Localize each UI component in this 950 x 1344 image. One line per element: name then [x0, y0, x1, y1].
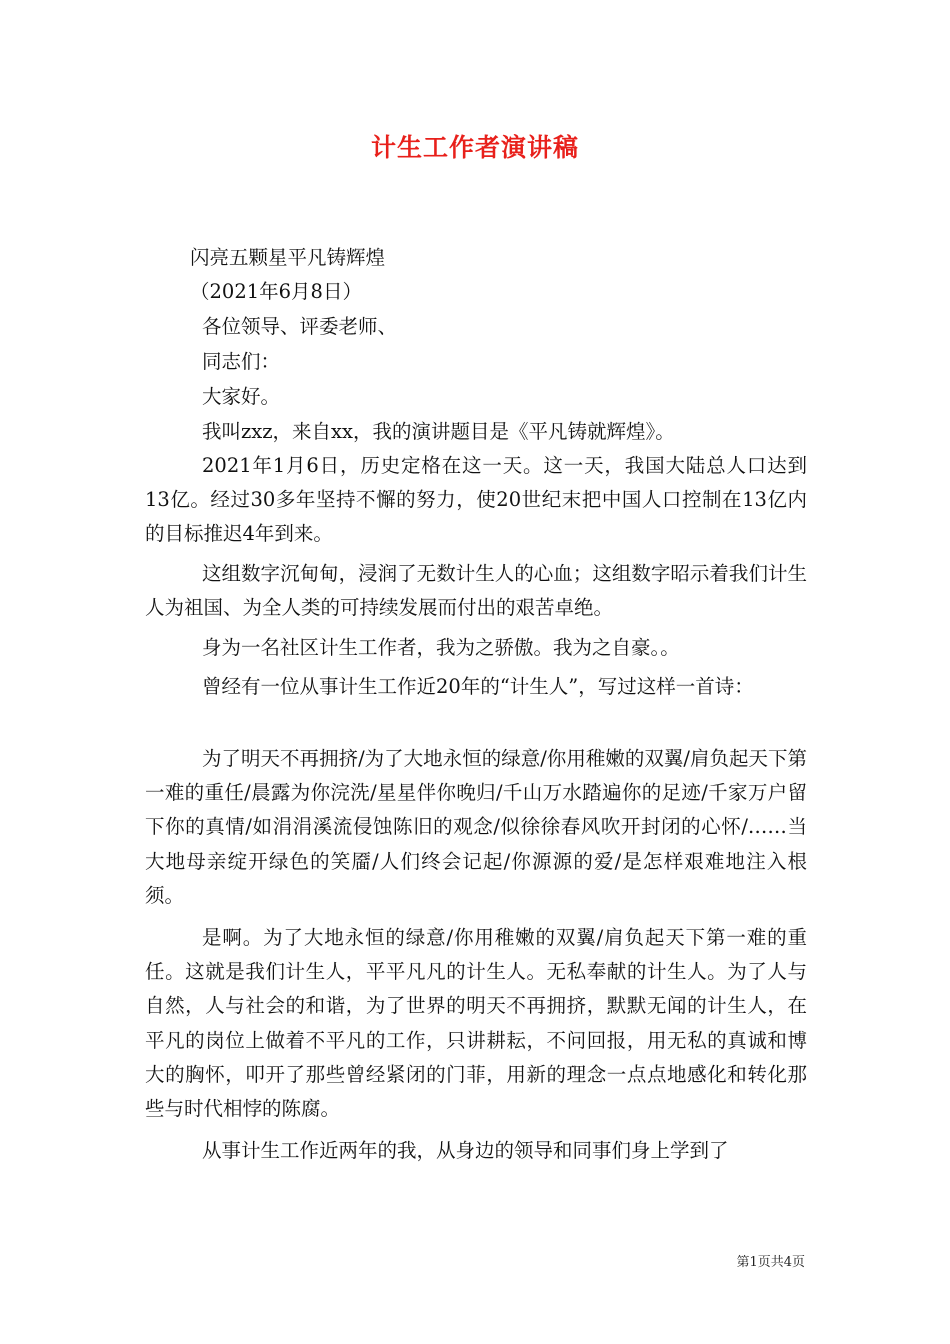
greeting-line-3: 大家好。 [202, 385, 281, 408]
greeting-line-2: 同志们： [202, 350, 281, 373]
page-number: 第1页共4页 [736, 1255, 805, 1270]
paragraph: 身为一名社区计生工作者，我为之骄傲。我为之自豪。。 [202, 636, 680, 659]
speech-date: （2021年6月8日） [190, 280, 362, 303]
intro-line: 我叫zxz，来自xx，我的演讲题目是《平凡铸就辉煌》。 [202, 420, 675, 443]
paragraph: 曾经有一位从事计生工作近20年的“计生人”，写过这样一首诗： [202, 675, 754, 698]
paragraph: 是啊。为了大地永恒的绿意/你用稚嫩的双翼/肩负起天下第一难的重任。这就是我们计生人，平平凡凡的计生人。无私奉献的计生人。为了人与自然，人与社会的和谐，为了世界的明天不再拥挤，默默无闻的计生人，在平凡的岗位上做着不平凡的工作，只讲耕耘，不问回报，用无私的真诚和博大的胸怀，叩开了那些曾经紧闭的门菲，用新的理念一点点地感化和转化那些与时代相悖的陈腐。 [145, 926, 807, 1121]
speech-subtitle: 闪亮五颗星平凡铸辉煌 [190, 246, 386, 269]
paragraph: 2021年1月6日，历史定格在这一天。这一天，我国大陆总人口达到13亿。经过30多年坚持不懈的努力，使20世纪末把中国人口控制在13亿内的目标推迟4年到来。 [145, 454, 807, 546]
document-title: 计生工作者演讲稿 [370, 133, 579, 162]
poem-paragraph: 为了明天不再拥挤/为了大地永恒的绿意/你用稚嫩的双翼/肩负起天下第一难的重任/晨露为你浣洗/星星伴你晚归/千山万水踏遍你的足迹/千家万户留下你的真情/如涓涓溪流侵蚀陈旧的观念/似徐徐春风吹开封闭的心怀/……当大地母亲绽开绿色的笑靥/人们终会记起/你源源的爱/是怎样艰难地注入根须。 [145, 747, 807, 907]
paragraph: 从事计生工作近两年的我，从身边的领导和同事们身上学到了 [202, 1139, 729, 1162]
greeting-line-1: 各位领导、评委老师、 [202, 315, 398, 338]
paragraph: 这组数字沉甸甸，浸润了无数计生人的心血；这组数字昭示着我们计生人为祖国、为全人类的可持续发展而付出的艰苦卓绝。 [145, 562, 807, 620]
